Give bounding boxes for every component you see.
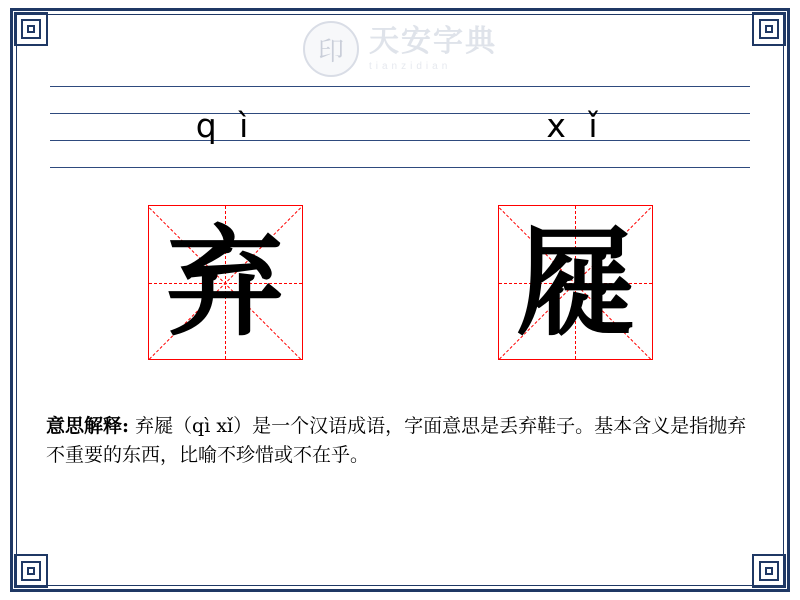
- character-cell-1: [50, 200, 400, 365]
- tianzige-box-1: [148, 205, 303, 360]
- explanation-block: [46, 412, 754, 471]
- tianzige-box-2: [498, 205, 653, 360]
- explanation-text: 弃屣（qì xǐ）是一个汉语成语，字面意思是丢弃鞋子。基本含义是指抛弃不重要的东西，比喻不珍惜或不在乎。: [46, 415, 747, 467]
- pinyin-cell-2: x ǐ: [546, 105, 604, 145]
- brand-title-cn: 天安字典: [369, 23, 497, 59]
- brand-title-en: tianzidian: [369, 60, 452, 72]
- seal-circle-icon: [303, 21, 359, 77]
- character-grid-row: [50, 200, 750, 365]
- character-glyph-1: 弃: [165, 212, 284, 352]
- brand-header: [0, 18, 800, 80]
- character-glyph-2: 屣: [515, 212, 634, 352]
- corner-ornament-bottom-left: [14, 554, 48, 588]
- explanation-label: 意思解释:: [46, 415, 130, 437]
- character-cell-2: [400, 200, 750, 365]
- logo-glyph: 印: [317, 36, 344, 67]
- corner-ornament-bottom-right: [752, 554, 786, 588]
- brand-text: [369, 23, 497, 72]
- pinyin-row: [50, 86, 750, 168]
- pinyin-staff: [50, 86, 750, 168]
- pinyin-cell-1: q ì: [195, 105, 255, 145]
